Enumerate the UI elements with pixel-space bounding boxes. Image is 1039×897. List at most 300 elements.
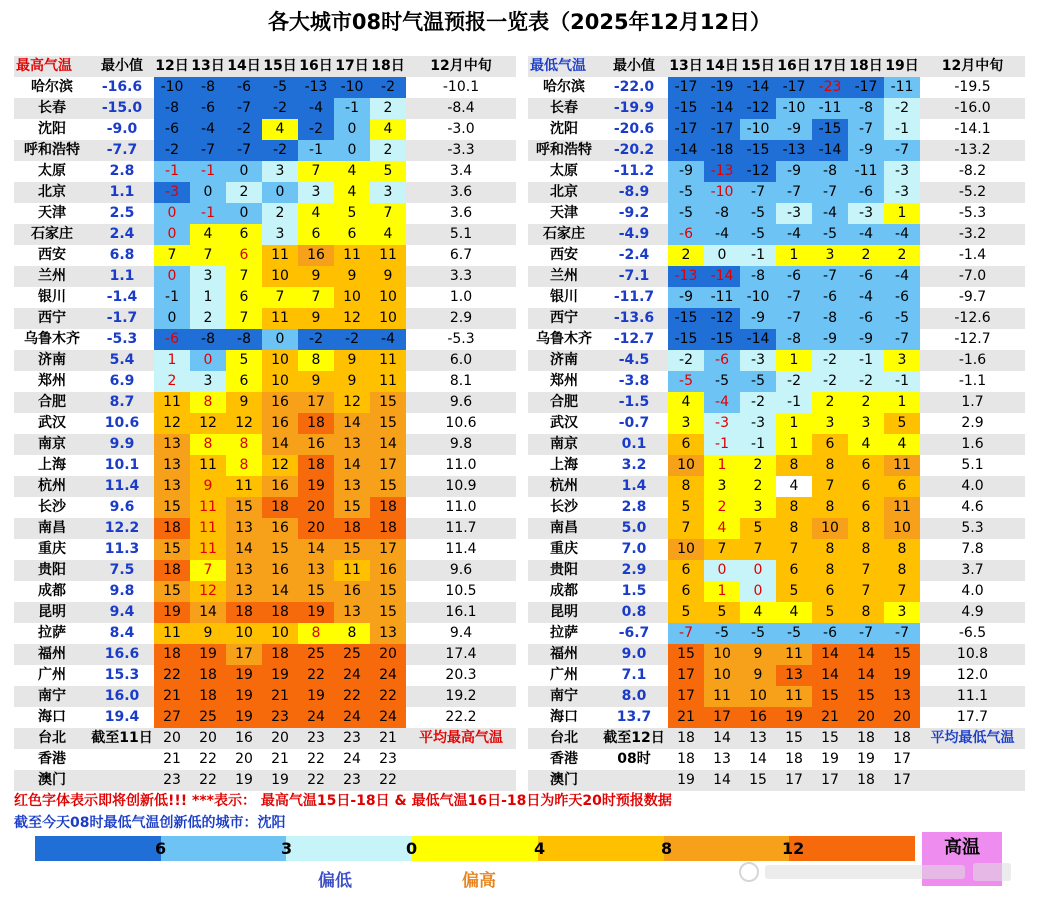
header-7: 17日 <box>334 56 370 77</box>
header-0: 最高气温 <box>14 56 90 77</box>
city-name: 乌鲁木齐 <box>528 329 600 350</box>
min-value: 11.3 <box>90 539 154 560</box>
mid-december-avg: 3.6 <box>406 203 516 224</box>
city-name: 哈尔滨 <box>528 77 600 98</box>
mid-december-avg: -14.1 <box>920 119 1025 140</box>
forecast-cell: -8 <box>704 203 740 224</box>
mid-december-avg: -3.3 <box>406 140 516 161</box>
forecast-cell: 15 <box>812 728 848 749</box>
forecast-cell: 12 <box>226 413 262 434</box>
forecast-cell: 22 <box>154 665 190 686</box>
forecast-cell: -4 <box>704 392 740 413</box>
city-name: 贵阳 <box>528 560 600 581</box>
city-name: 长春 <box>14 98 90 119</box>
table-row <box>528 392 1025 413</box>
header-9: 12月中旬 <box>406 56 516 77</box>
forecast-cell: 16 <box>298 434 334 455</box>
forecast-cell: 19 <box>190 644 226 665</box>
forecast-cell: 20 <box>298 497 334 518</box>
forecast-cell: 19 <box>298 476 334 497</box>
header-8: 18日 <box>370 56 406 77</box>
mid-december-avg: 10.5 <box>406 581 516 602</box>
forecast-cell: 15 <box>154 581 190 602</box>
forecast-cell: -4 <box>848 224 884 245</box>
forecast-cell: 18 <box>776 749 812 770</box>
forecast-cell: 21 <box>262 686 298 707</box>
forecast-cell: -6 <box>190 98 226 119</box>
forecast-cell: 15 <box>334 539 370 560</box>
city-name: 兰州 <box>14 266 90 287</box>
forecast-cell: 16 <box>262 392 298 413</box>
mid-december-avg: 5.3 <box>920 518 1025 539</box>
forecast-cell: 2 <box>848 245 884 266</box>
forecast-cell: 13 <box>740 728 776 749</box>
min-value: 16.6 <box>90 644 154 665</box>
mid-december-avg: 4.0 <box>920 476 1025 497</box>
city-name: 乌鲁木齐 <box>14 329 90 350</box>
forecast-cell: -8 <box>812 308 848 329</box>
average-label <box>406 749 516 770</box>
forecast-cell: 0 <box>740 560 776 581</box>
forecast-cell: 4 <box>370 224 406 245</box>
forecast-cell: 23 <box>262 707 298 728</box>
forecast-cell: 20 <box>190 728 226 749</box>
mid-december-avg: 11.7 <box>406 518 516 539</box>
forecast-cell: 17 <box>298 392 334 413</box>
forecast-cell: 4 <box>370 119 406 140</box>
min-value: -20.6 <box>600 119 668 140</box>
forecast-cell: 10 <box>740 686 776 707</box>
forecast-cell: 5 <box>740 518 776 539</box>
city-name: 长沙 <box>528 497 600 518</box>
min-value: -16.6 <box>90 77 154 98</box>
table-row <box>14 497 516 518</box>
forecast-cell: 2 <box>740 455 776 476</box>
as-of-note <box>90 749 154 770</box>
forecast-cell: 0 <box>334 119 370 140</box>
legend-tick-label: 0 <box>406 839 418 858</box>
forecast-cell: 4 <box>262 119 298 140</box>
above-normal-label: 偏高 <box>462 871 496 891</box>
forecast-cell: -1 <box>740 434 776 455</box>
forecast-cell: 3 <box>884 602 920 623</box>
forecast-cell: 17 <box>226 644 262 665</box>
min-value: 3.2 <box>600 455 668 476</box>
forecast-cell: 7 <box>226 266 262 287</box>
forecast-cell: -7 <box>884 329 920 350</box>
forecast-cell: -14 <box>812 140 848 161</box>
forecast-cell: 23 <box>334 770 370 791</box>
min-value: -6.7 <box>600 623 668 644</box>
forecast-cell: -7 <box>740 182 776 203</box>
mid-december-avg: 12.0 <box>920 665 1025 686</box>
forecast-cell: -8 <box>776 329 812 350</box>
min-value: 9.0 <box>600 644 668 665</box>
mid-december-avg: 17.7 <box>920 707 1025 728</box>
city-name: 广州 <box>528 665 600 686</box>
min-value: -5.3 <box>90 329 154 350</box>
city-name: 长春 <box>528 98 600 119</box>
forecast-cell: -10 <box>776 98 812 119</box>
forecast-cell: -2 <box>370 77 406 98</box>
header-6: 17日 <box>812 56 848 77</box>
forecast-cell: -10 <box>740 119 776 140</box>
forecast-cell: 21 <box>154 686 190 707</box>
forecast-cell: -2 <box>884 98 920 119</box>
city-name: 太原 <box>528 161 600 182</box>
city-name: 台北 <box>14 728 90 749</box>
forecast-cell: 14 <box>226 539 262 560</box>
forecast-cell: 17 <box>668 686 704 707</box>
forecast-cell: -17 <box>776 77 812 98</box>
mid-december-avg: 6.7 <box>406 245 516 266</box>
city-name: 天津 <box>528 203 600 224</box>
forecast-cell: 18 <box>154 644 190 665</box>
table-row <box>14 602 516 623</box>
forecast-cell: -3 <box>776 203 812 224</box>
hot-legend-box: 高温 <box>922 832 1002 886</box>
forecast-cell: 8 <box>226 434 262 455</box>
mid-december-avg: 2.9 <box>406 308 516 329</box>
city-name: 兰州 <box>528 266 600 287</box>
forecast-cell: -1 <box>154 161 190 182</box>
city-name: 济南 <box>14 350 90 371</box>
min-value: 0.1 <box>600 434 668 455</box>
forecast-cell: 6 <box>848 497 884 518</box>
forecast-cell: -5 <box>884 308 920 329</box>
city-name: 澳门 <box>14 770 90 791</box>
mid-december-avg: 5.1 <box>920 455 1025 476</box>
forecast-cell: 14 <box>262 581 298 602</box>
forecast-cell: 16 <box>334 581 370 602</box>
table-row <box>528 350 1025 371</box>
forecast-cell: -14 <box>704 98 740 119</box>
forecast-cell: 15 <box>298 581 334 602</box>
mid-december-avg: 3.7 <box>920 560 1025 581</box>
min-value: 8.7 <box>90 392 154 413</box>
min-value: 6.9 <box>90 371 154 392</box>
mid-december-avg: -1.1 <box>920 371 1025 392</box>
min-value: 15.3 <box>90 665 154 686</box>
forecast-cell: 2 <box>740 476 776 497</box>
mid-december-avg: 6.0 <box>406 350 516 371</box>
forecast-cell: 14 <box>370 434 406 455</box>
city-name: 广州 <box>14 665 90 686</box>
city-name: 呼和浩特 <box>528 140 600 161</box>
forecast-cell: 11 <box>334 560 370 581</box>
as-of-note <box>600 770 668 791</box>
forecast-cell: -9 <box>776 119 812 140</box>
header-6: 16日 <box>298 56 334 77</box>
forecast-cell: 9 <box>298 266 334 287</box>
forecast-cell: 10 <box>668 539 704 560</box>
forecast-cell: 14 <box>262 434 298 455</box>
city-name: 北京 <box>14 182 90 203</box>
forecast-cell: 1 <box>154 350 190 371</box>
forecast-cell: 14 <box>334 455 370 476</box>
forecast-cell: -4 <box>884 224 920 245</box>
forecast-cell: 18 <box>370 497 406 518</box>
forecast-cell: -7 <box>776 182 812 203</box>
forecast-cell: 8 <box>190 434 226 455</box>
forecast-cell: 15 <box>370 581 406 602</box>
forecast-cell: 13 <box>226 581 262 602</box>
forecast-cell: -5 <box>262 77 298 98</box>
mid-december-avg: -19.5 <box>920 77 1025 98</box>
table-row <box>528 476 1025 497</box>
forecast-cell: 0 <box>154 203 190 224</box>
forecast-cell: -12 <box>740 161 776 182</box>
forecast-cell: 11 <box>884 455 920 476</box>
forecast-cell: 9 <box>298 308 334 329</box>
forecast-cell: 18 <box>334 518 370 539</box>
forecast-cell: 4 <box>668 392 704 413</box>
table-row <box>14 707 516 728</box>
forecast-cell: -9 <box>668 161 704 182</box>
forecast-cell: 12 <box>262 455 298 476</box>
forecast-cell: 18 <box>190 686 226 707</box>
forecast-cell: 11 <box>190 455 226 476</box>
forecast-cell: -5 <box>740 203 776 224</box>
forecast-cell: 6 <box>776 560 812 581</box>
legend-tick-label: 6 <box>155 839 167 858</box>
table-row <box>14 539 516 560</box>
mid-december-avg: 3.4 <box>406 161 516 182</box>
forecast-cell: 2 <box>884 245 920 266</box>
forecast-cell: -9 <box>848 329 884 350</box>
forecast-cell: 15 <box>370 602 406 623</box>
forecast-cell: 13 <box>776 665 812 686</box>
forecast-cell: -5 <box>668 182 704 203</box>
min-value: 2.8 <box>90 161 154 182</box>
min-value: 1.1 <box>90 182 154 203</box>
min-value: 7.1 <box>600 665 668 686</box>
forecast-cell: -4 <box>298 98 334 119</box>
as-of-note: 08时 <box>600 749 668 770</box>
forecast-cell: 23 <box>334 728 370 749</box>
city-name: 合肥 <box>14 392 90 413</box>
forecast-cell: 7 <box>262 287 298 308</box>
forecast-cell: 0 <box>334 140 370 161</box>
forecast-cell: 25 <box>298 644 334 665</box>
forecast-cell: 1 <box>704 455 740 476</box>
forecast-cell: 0 <box>154 308 190 329</box>
header-4: 15日 <box>740 56 776 77</box>
table-row <box>528 308 1025 329</box>
forecast-cell: 23 <box>154 770 190 791</box>
forecast-cell: -11 <box>848 161 884 182</box>
table-row <box>14 644 516 665</box>
forecast-cell: 14 <box>704 770 740 791</box>
average-label <box>920 770 1025 791</box>
forecast-cell: 0 <box>262 329 298 350</box>
forecast-cell: 3 <box>262 161 298 182</box>
forecast-cell: 17 <box>668 665 704 686</box>
table-row <box>14 308 516 329</box>
forecast-cell: 14 <box>334 413 370 434</box>
forecast-cell: 7 <box>226 308 262 329</box>
forecast-cell: 17 <box>884 749 920 770</box>
min-value: -8.9 <box>600 182 668 203</box>
forecast-cell: 19 <box>226 665 262 686</box>
min-value: 2.9 <box>600 560 668 581</box>
city-name: 南宁 <box>14 686 90 707</box>
forecast-cell: 9 <box>190 476 226 497</box>
forecast-cell: 16 <box>262 476 298 497</box>
min-value: -13.6 <box>600 308 668 329</box>
forecast-cell: 13 <box>370 623 406 644</box>
forecast-cell: 16 <box>298 245 334 266</box>
forecast-cell: -2 <box>334 329 370 350</box>
forecast-cell: 14 <box>848 644 884 665</box>
table-row <box>528 518 1025 539</box>
city-name: 南京 <box>528 434 600 455</box>
forecast-cell: 6 <box>812 434 848 455</box>
min-temp-table <box>528 56 1025 791</box>
table-row <box>14 203 516 224</box>
forecast-cell: 14 <box>190 602 226 623</box>
forecast-cell: 11 <box>154 392 190 413</box>
forecast-cell: 11 <box>262 308 298 329</box>
min-value: -20.2 <box>600 140 668 161</box>
forecast-cell: -1 <box>884 119 920 140</box>
min-value: 7.0 <box>600 539 668 560</box>
mid-december-avg: 3.3 <box>406 266 516 287</box>
forecast-cell: 5 <box>812 602 848 623</box>
forecast-cell: -13 <box>704 161 740 182</box>
legend-swatch <box>412 836 538 861</box>
forecast-cell: -3 <box>884 182 920 203</box>
forecast-cell: 20 <box>370 644 406 665</box>
table-row <box>528 434 1025 455</box>
forecast-cell: 9 <box>190 623 226 644</box>
forecast-cell: -5 <box>812 224 848 245</box>
forecast-cell: 8 <box>848 602 884 623</box>
forecast-cell: -5 <box>668 371 704 392</box>
forecast-cell: -7 <box>190 140 226 161</box>
forecast-cell: 11 <box>884 497 920 518</box>
min-value: -1.7 <box>90 308 154 329</box>
forecast-cell: 8 <box>848 539 884 560</box>
forecast-cell: 5 <box>334 203 370 224</box>
forecast-cell: 2 <box>370 98 406 119</box>
table-row <box>14 98 516 119</box>
forecast-cell: 7 <box>298 161 334 182</box>
city-name: 成都 <box>14 581 90 602</box>
city-name: 海口 <box>14 707 90 728</box>
mid-december-avg: 4.6 <box>920 497 1025 518</box>
forecast-cell: -5 <box>740 224 776 245</box>
legend-tick-label: 12 <box>782 839 805 858</box>
forecast-cell: 24 <box>370 665 406 686</box>
city-name: 上海 <box>528 455 600 476</box>
forecast-cell: -11 <box>884 77 920 98</box>
header-1: 最小值 <box>600 56 668 77</box>
table-row <box>528 602 1025 623</box>
forecast-cell: 18 <box>262 497 298 518</box>
forecast-cell: 15 <box>334 497 370 518</box>
forecast-cell: 13 <box>154 476 190 497</box>
mid-december-avg: 2.9 <box>920 413 1025 434</box>
forecast-cell: 15 <box>226 497 262 518</box>
forecast-cell: -4 <box>884 266 920 287</box>
header-5: 16日 <box>776 56 812 77</box>
min-value: 8.0 <box>600 686 668 707</box>
forecast-cell: 8 <box>776 518 812 539</box>
table-row <box>14 287 516 308</box>
header-3: 13日 <box>190 56 226 77</box>
city-name: 南宁 <box>528 686 600 707</box>
min-value: -9.0 <box>90 119 154 140</box>
mid-december-avg: -8.4 <box>406 98 516 119</box>
forecast-cell: 8 <box>190 392 226 413</box>
forecast-cell: 5 <box>776 581 812 602</box>
forecast-cell: 19 <box>884 665 920 686</box>
forecast-cell: 6 <box>298 224 334 245</box>
as-of-note <box>90 770 154 791</box>
forecast-cell: -15 <box>668 98 704 119</box>
legend-swatch <box>161 836 287 861</box>
min-value: -4.5 <box>600 350 668 371</box>
forecast-cell: 3 <box>370 182 406 203</box>
forecast-cell: 3 <box>884 350 920 371</box>
city-name: 西安 <box>528 245 600 266</box>
mid-december-avg: 4.9 <box>920 602 1025 623</box>
mid-december-avg: 9.4 <box>406 623 516 644</box>
forecast-cell: 8 <box>298 623 334 644</box>
forecast-cell: -18 <box>704 140 740 161</box>
forecast-cell: 7 <box>740 539 776 560</box>
forecast-cell: 12 <box>190 581 226 602</box>
forecast-cell: 18 <box>190 665 226 686</box>
forecast-cell: 22 <box>298 770 334 791</box>
min-value: -1.4 <box>90 287 154 308</box>
city-name: 西宁 <box>14 308 90 329</box>
forecast-cell: -6 <box>704 350 740 371</box>
forecast-cell: 3 <box>190 371 226 392</box>
mid-december-avg: 22.2 <box>406 707 516 728</box>
forecast-cell: 17 <box>370 455 406 476</box>
forecast-cell: 18 <box>668 749 704 770</box>
table-row <box>528 560 1025 581</box>
mid-december-avg: -5.2 <box>920 182 1025 203</box>
forecast-cell: -7 <box>776 308 812 329</box>
city-name: 太原 <box>14 161 90 182</box>
forecast-cell: 4 <box>740 602 776 623</box>
table-row <box>528 665 1025 686</box>
forecast-cell: 2 <box>848 392 884 413</box>
min-value: -3.8 <box>600 371 668 392</box>
forecast-cell: -12 <box>740 98 776 119</box>
city-name: 西安 <box>14 245 90 266</box>
forecast-cell: -5 <box>776 623 812 644</box>
forecast-cell: 25 <box>334 644 370 665</box>
forecast-cell: 19 <box>668 770 704 791</box>
forecast-cell: 6 <box>812 581 848 602</box>
below-normal-label: 偏低 <box>318 871 352 891</box>
min-value: 6.8 <box>90 245 154 266</box>
forecast-cell: 14 <box>298 539 334 560</box>
forecast-cell: -6 <box>848 308 884 329</box>
header-7: 18日 <box>848 56 884 77</box>
forecast-cell: -6 <box>668 224 704 245</box>
forecast-cell: 18 <box>884 728 920 749</box>
forecast-cell: 13 <box>704 749 740 770</box>
forecast-cell: 18 <box>370 518 406 539</box>
table-row <box>14 455 516 476</box>
forecast-cell: -3 <box>884 161 920 182</box>
forecast-cell: -6 <box>812 287 848 308</box>
